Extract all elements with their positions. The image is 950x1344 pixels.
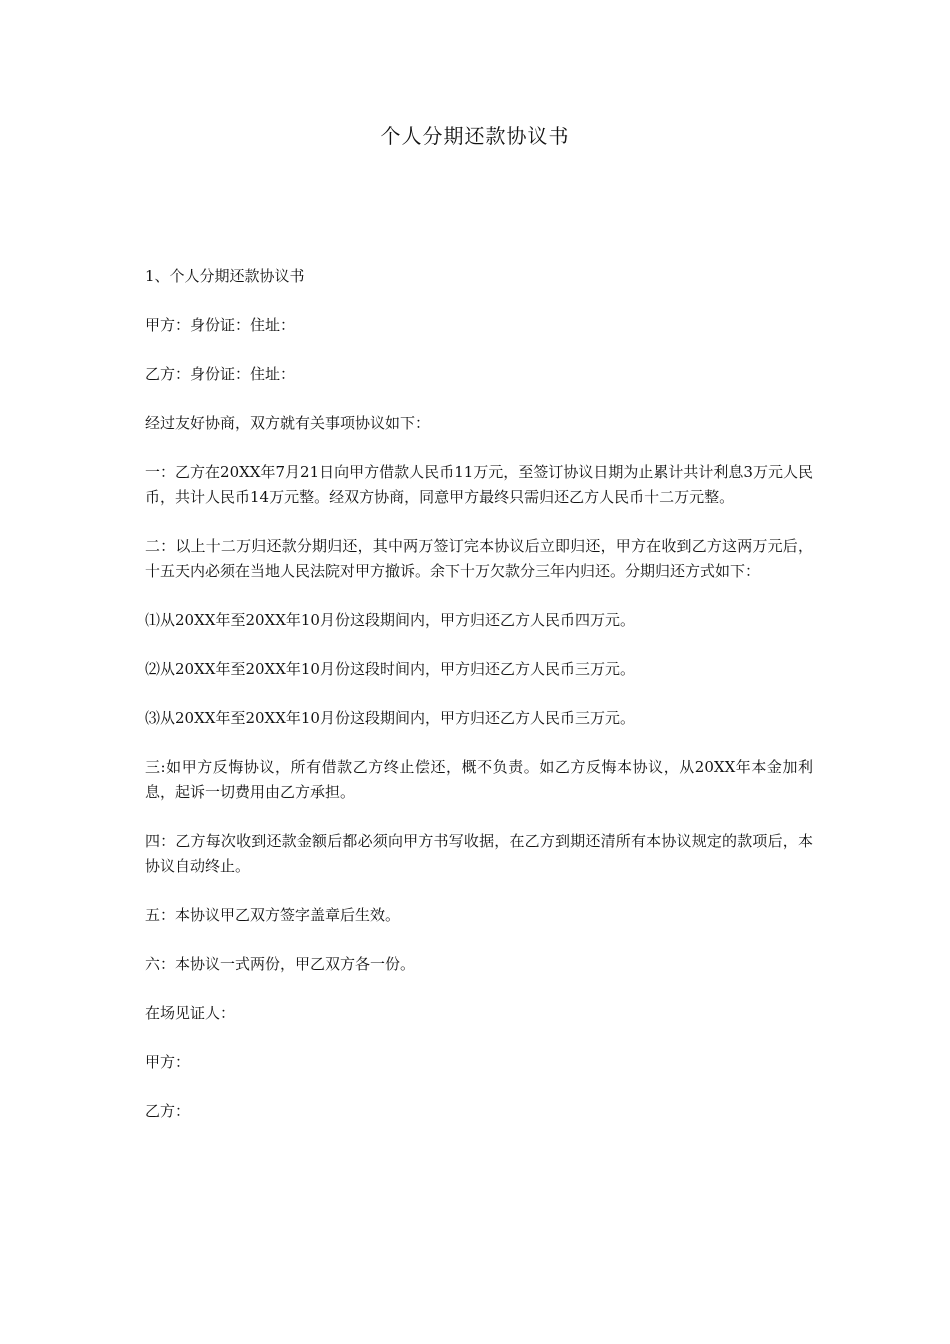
installment-2: ⑵从20XX年至20XX年10月份这段时间内，甲方归还乙方人民币三万元。 — [145, 660, 635, 678]
clause-2: 二：以上十二万归还款分期归还，其中两万签订完本协议后立即归还，甲方在收到乙方这两万元后，十五天内必须在当地人民法院对甲方撤诉。余下十万欠款分三年内归还。分期归还方式如下： — [145, 537, 813, 580]
signature-party-b: 乙方： — [145, 1102, 191, 1120]
document-title: 个人分期还款协议书 — [380, 124, 570, 148]
installment-3: ⑶从20XX年至20XX年10月份这段期间内，甲方归还乙方人民币三万元。 — [145, 709, 635, 727]
clause-5: 五：本协议甲乙双方签字盖章后生效。 — [145, 906, 401, 924]
party-b-line: 乙方：身份证：住址： — [145, 365, 296, 383]
signature-party-a: 甲方： — [145, 1053, 191, 1071]
clause-4: 四：乙方每次收到还款金额后都必须向甲方书写收据，在乙方到期还清所有本协议规定的款项后，本协议自动终止。 — [145, 832, 813, 875]
section-heading: 1、个人分期还款协议书 — [145, 267, 305, 285]
party-a-line: 甲方：身份证：住址： — [145, 316, 296, 334]
clause-3: 三:如甲方反悔协议，所有借款乙方终止偿还，概不负责。如乙方反悔本协议，从20XX年本金加利息，起诉一切费用由乙方承担。 — [145, 758, 813, 801]
preamble: 经过友好协商，双方就有关事项协议如下： — [145, 414, 431, 432]
installment-1: ⑴从20XX年至20XX年10月份这段期间内，甲方归还乙方人民币四万元。 — [145, 611, 635, 629]
clause-1: 一：乙方在20XX年7月21日向甲方借款人民币11万元，至签订协议日期为止累计共计利息3万元人民币，共计人民币14万元整。经双方协商，同意甲方最终只需归还乙方人民币十二万元整。 — [145, 463, 813, 506]
clause-6: 六：本协议一式两份，甲乙双方各一份。 — [145, 955, 416, 973]
witness-line: 在场见证人： — [145, 1004, 236, 1022]
document-body — [145, 264, 813, 1148]
